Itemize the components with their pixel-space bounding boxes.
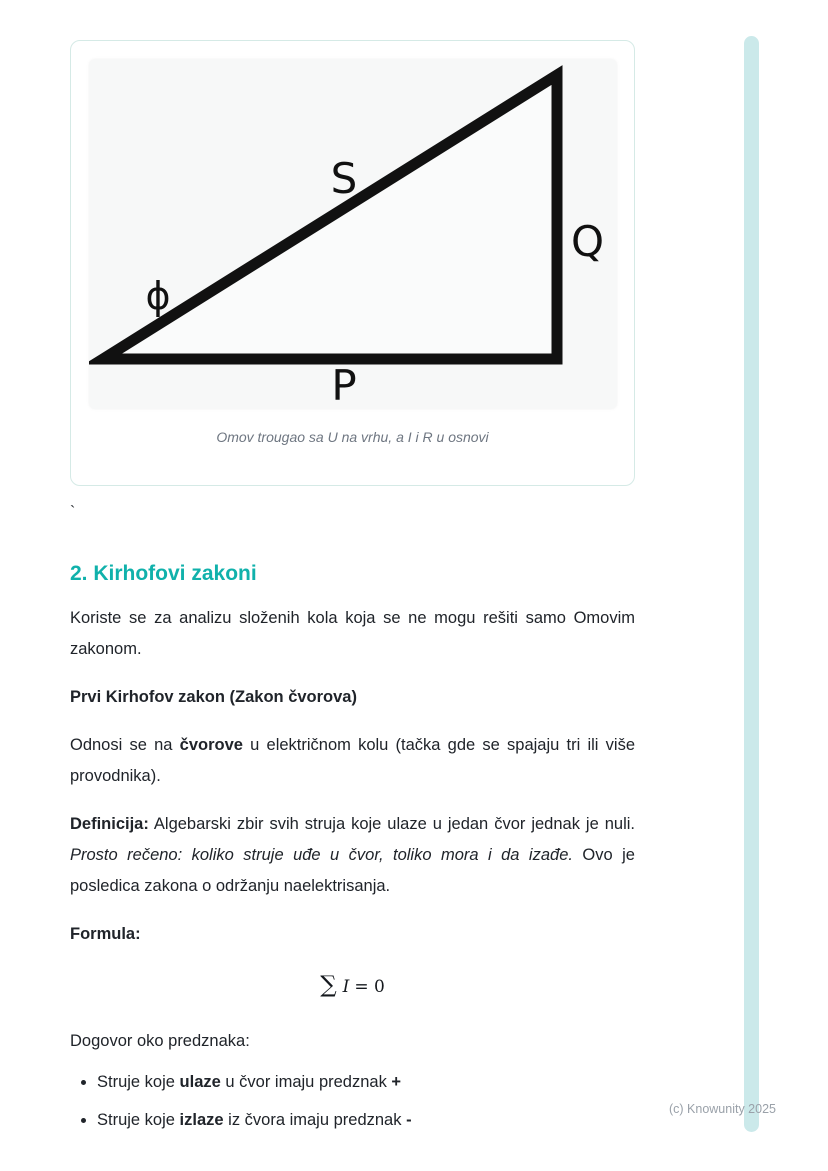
document-page xyxy=(70,40,635,1133)
paragraph-nodes xyxy=(70,730,635,792)
paragraph-nodes-bold: čvorove xyxy=(179,736,243,754)
power-triangle-figure xyxy=(89,59,617,409)
paragraph-definition xyxy=(70,809,635,902)
subsection-title: Prvi Kirhofov zakon (Zakon čvorova) xyxy=(70,688,357,706)
definition-tail: Ovo je posledica zakona o održanju naelektrisanja. xyxy=(70,846,635,895)
section-heading: 2. Kirhofovi zakoni xyxy=(70,562,257,585)
sum-symbol: ∑ xyxy=(320,972,337,998)
label-phi: ϕ xyxy=(145,274,171,318)
bullet1-sign: - xyxy=(406,1111,412,1129)
bullet1-bold: izlaze xyxy=(179,1111,224,1129)
formula-rest: = 0 xyxy=(354,977,385,997)
definition-label: Definicija: xyxy=(70,815,149,833)
power-triangle-svg xyxy=(89,59,617,409)
paragraph-nodes-post: u električnom kolu (tačka gde se spajaju tri ili više provodnika). xyxy=(70,736,635,785)
list-item-incoming xyxy=(97,1069,635,1095)
formula-label: Formula: xyxy=(70,925,141,943)
scrollbar[interactable] xyxy=(744,36,759,1132)
copyright-watermark: (c) Knowunity 2025 xyxy=(668,1102,776,1116)
figure-caption: Omov trougao sa U na vrhu, a I i R u osnovi xyxy=(216,429,489,445)
figure-card xyxy=(70,40,635,486)
bullet0-bold: ulaze xyxy=(179,1073,221,1091)
definition-italic: Prosto rečeno: koliko struje uđe u čvor, toliko mora i da izađe. xyxy=(70,846,573,864)
intro-paragraph: Koriste se za analizu složenih kola koja se ne mogu rešiti samo Omovim zakonom. xyxy=(70,609,635,658)
paragraph-nodes-pre: Odnosi se na xyxy=(70,736,180,754)
triangle-shape xyxy=(103,75,557,359)
formula-variable: I xyxy=(342,977,350,997)
sign-convention-list xyxy=(70,1069,635,1133)
bullet0-pre: Struje koje xyxy=(97,1073,180,1091)
formula-sum-i-zero xyxy=(70,972,635,998)
label-p: P xyxy=(331,361,357,409)
bullet1-pre: Struje koje xyxy=(97,1111,180,1129)
label-q: Q xyxy=(571,217,605,266)
label-s: S xyxy=(330,154,358,203)
bullet0-sign: + xyxy=(391,1073,402,1091)
definition-text: Algebarski zbir svih struja koje ulaze u jedan čvor jednak je nuli. xyxy=(148,815,635,833)
list-item-outgoing xyxy=(97,1107,635,1133)
bullet1-mid: iz čvora imaju predznak xyxy=(223,1111,407,1129)
sign-convention-label: Dogovor oko predznaka: xyxy=(70,1032,250,1050)
bullet0-mid: u čvor imaju predznak xyxy=(220,1073,392,1091)
stray-backtick: ` xyxy=(70,504,76,521)
